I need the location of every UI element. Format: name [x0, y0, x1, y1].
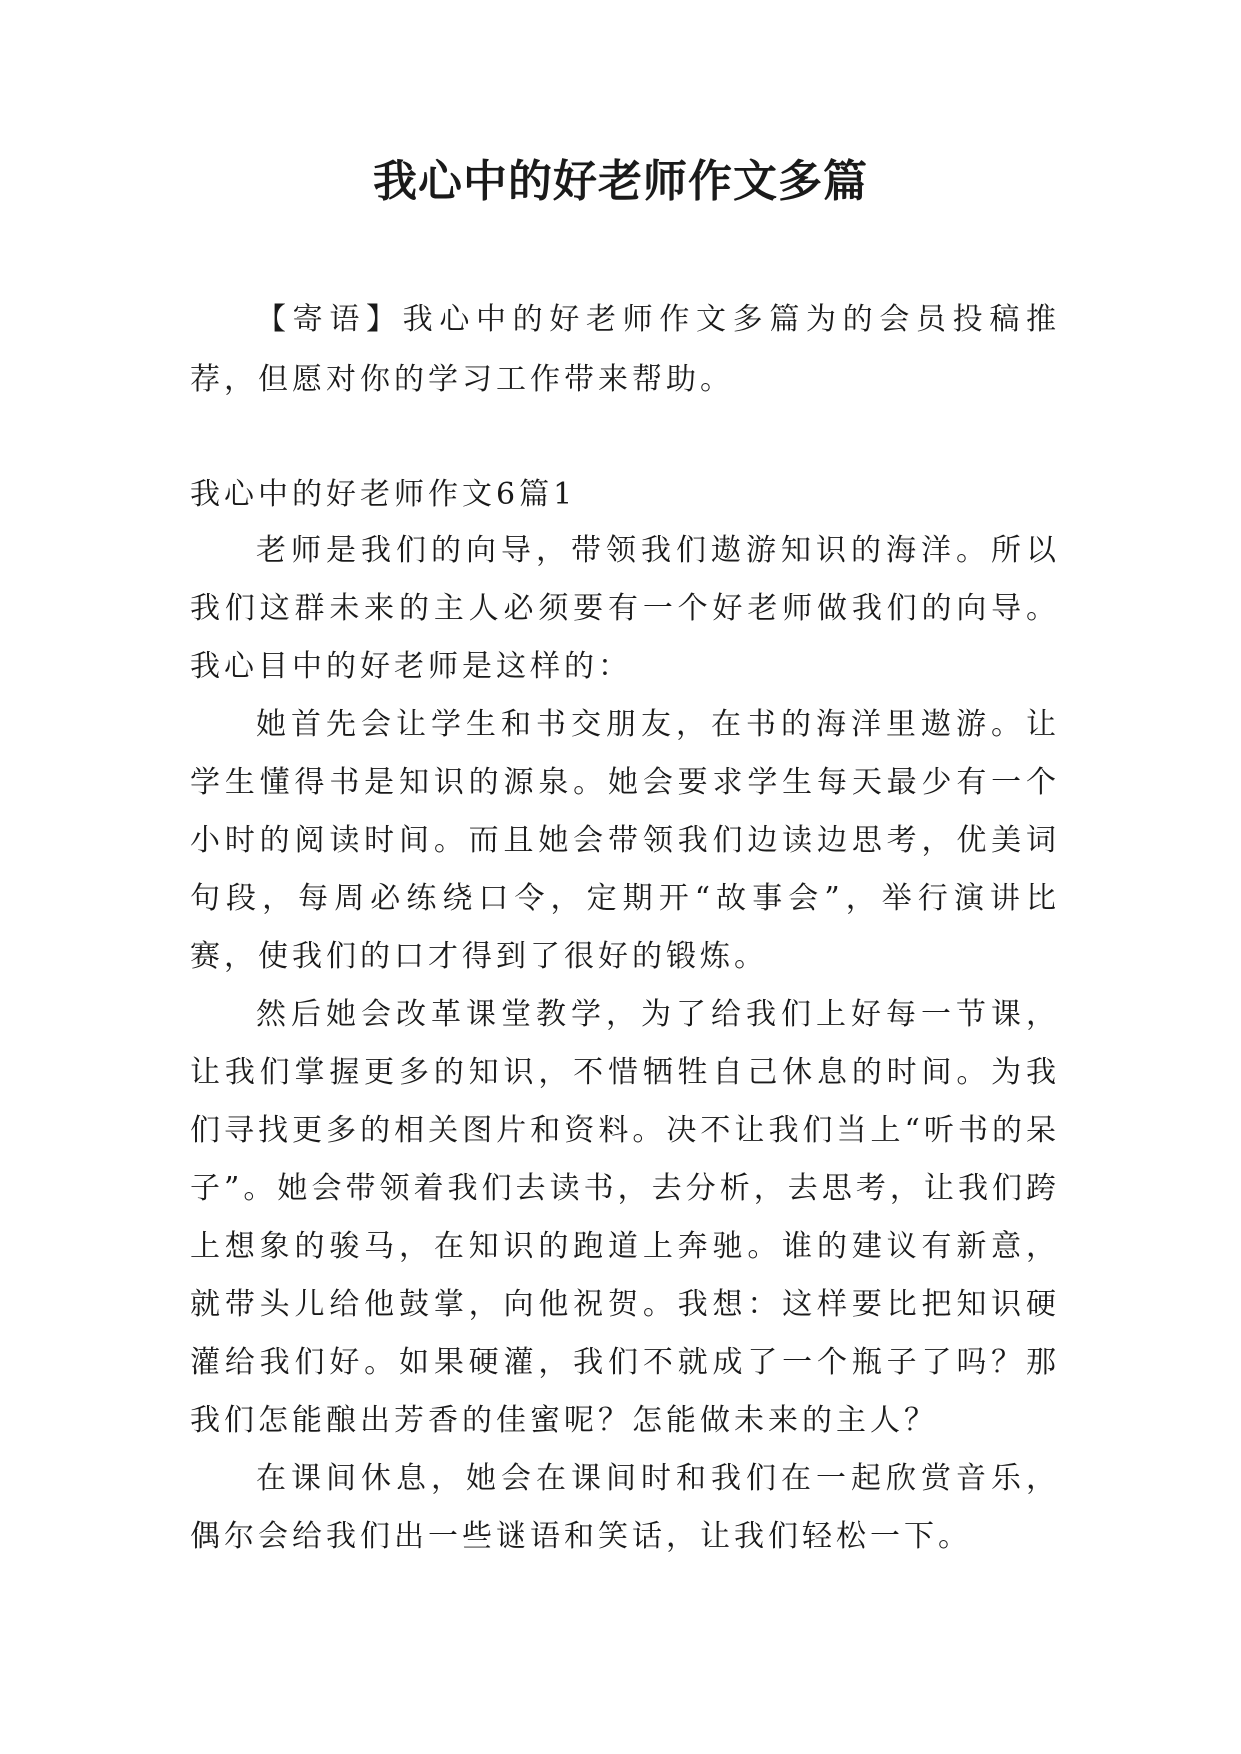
body-paragraph-2: 她首先会让学生和书交朋友，在书的海洋里遨游。让学生懂得书是知识的源泉。她会要求学生每天最少有一个小时的阅读时间。而且她会带领我们边读边思考，优美词句段，每周必练绕口令，定期开“故事会”，举行演讲比赛，使我们的口才得到了很好的锻炼。: [190, 707, 1060, 974]
intro-paragraph: 【寄语】我心中的好老师作文多篇为的会员投稿推荐，但愿对你的学习工作带来帮助。: [190, 302, 1060, 397]
body-text: [190, 522, 1060, 1566]
body-paragraph-3: 然后她会改革课堂教学，为了给我们上好每一节课，让我们掌握更多的知识，不惜牺牲自己休息的时间。为我们寻找更多的相关图片和资料。决不让我们当上“听书的呆子”。她会带领着我们去读书，去分析，去思考，让我们跨上想象的骏马，在知识的跑道上奔驰。谁的建议有新意，就带头儿给他鼓掌，向他祝贺。我想：这样要比把知识硬灌给我们好。如果硬灌，我们不就成了一个瓶子了吗？那我们怎能酿出芳香的佳蜜呢？怎能做未来的主人？: [190, 997, 1060, 1438]
body-paragraph-4: 在课间休息，她会在课间时和我们在一起欣赏音乐，偶尔会给我们出一些谜语和笑话，让我们轻松一下。: [190, 1461, 1060, 1554]
section-heading: 我心中的好老师作文6篇1: [190, 477, 577, 512]
document-title: 我心中的好老师作文多篇: [373, 156, 868, 207]
intro-block: [190, 290, 1060, 410]
body-paragraph-1: 老师是我们的向导，带领我们遨游知识的海洋。所以我们这群未来的主人必须要有一个好老师做我们的向导。我心目中的好老师是这样的：: [190, 533, 1060, 684]
